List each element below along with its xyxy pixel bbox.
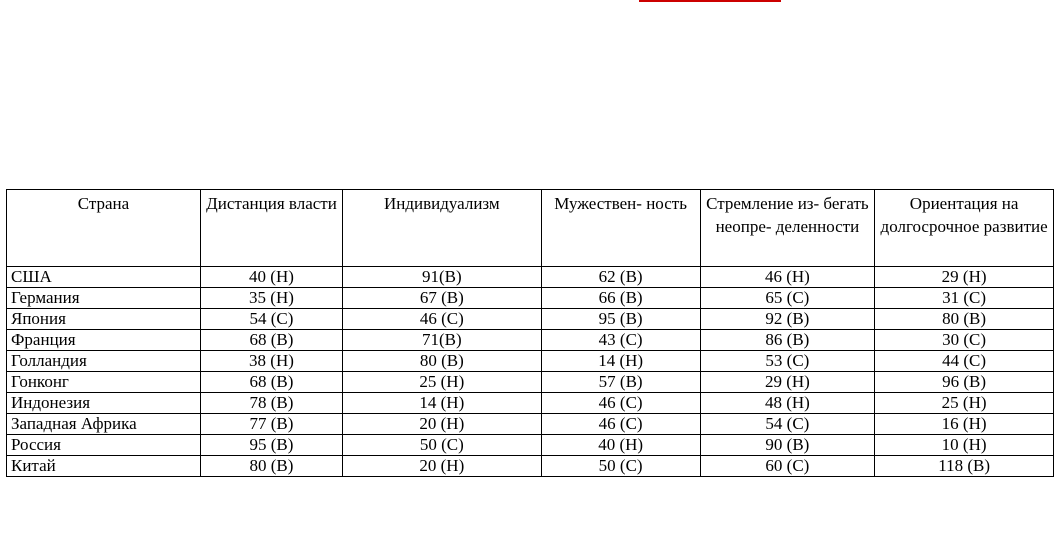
uncertainty-avoidance-cell: 92 (В) <box>700 309 875 330</box>
uncertainty-avoidance-cell: 46 (Н) <box>700 267 875 288</box>
table-row <box>7 330 1054 351</box>
country-cell: Гонконг <box>7 372 201 393</box>
individualism-cell: 25 (Н) <box>342 372 541 393</box>
individualism-cell: 50 (С) <box>342 435 541 456</box>
power-distance-cell: 78 (В) <box>200 393 342 414</box>
table-row <box>7 372 1054 393</box>
masculinity-cell: 14 (Н) <box>541 351 700 372</box>
masculinity-cell: 46 (С) <box>541 393 700 414</box>
masculinity-cell: 57 (В) <box>541 372 700 393</box>
long-term-orientation-cell: 44 (С) <box>875 351 1054 372</box>
individualism-cell: 71(В) <box>342 330 541 351</box>
uncertainty-avoidance-cell: 48 (Н) <box>700 393 875 414</box>
table-row <box>7 309 1054 330</box>
power-distance-cell: 77 (В) <box>200 414 342 435</box>
power-distance-cell: 68 (В) <box>200 330 342 351</box>
country-cell: Россия <box>7 435 201 456</box>
table-row <box>7 393 1054 414</box>
power-distance-cell: 35 (Н) <box>200 288 342 309</box>
individualism-cell: 80 (В) <box>342 351 541 372</box>
power-distance-cell: 38 (Н) <box>200 351 342 372</box>
masculinity-cell: 43 (С) <box>541 330 700 351</box>
header-long-term-orientation: Ориентация на долгосрочное развитие <box>875 190 1054 267</box>
country-cell: США <box>7 267 201 288</box>
header-individualism: Индивидуализм <box>342 190 541 267</box>
uncertainty-avoidance-cell: 29 (Н) <box>700 372 875 393</box>
country-cell: Япония <box>7 309 201 330</box>
masculinity-cell: 46 (С) <box>541 414 700 435</box>
long-term-orientation-cell: 80 (В) <box>875 309 1054 330</box>
power-distance-cell: 80 (В) <box>200 456 342 477</box>
header-uncertainty-avoidance: Стремление из- бегать неопре- деленности <box>700 190 875 267</box>
masculinity-cell: 62 (В) <box>541 267 700 288</box>
country-cell: Франция <box>7 330 201 351</box>
header-country: Страна <box>7 190 201 267</box>
country-cell: Западная Африка <box>7 414 201 435</box>
uncertainty-avoidance-cell: 86 (В) <box>700 330 875 351</box>
individualism-cell: 20 (Н) <box>342 456 541 477</box>
country-cell: Индонезия <box>7 393 201 414</box>
long-term-orientation-cell: 25 (Н) <box>875 393 1054 414</box>
country-cell: Китай <box>7 456 201 477</box>
masculinity-cell: 50 (С) <box>541 456 700 477</box>
long-term-orientation-cell: 16 (Н) <box>875 414 1054 435</box>
masculinity-cell: 66 (В) <box>541 288 700 309</box>
header-masculinity: Мужествен- ность <box>541 190 700 267</box>
uncertainty-avoidance-cell: 65 (С) <box>700 288 875 309</box>
uncertainty-avoidance-cell: 60 (С) <box>700 456 875 477</box>
header-power-distance: Дистанция власти <box>200 190 342 267</box>
power-distance-cell: 40 (Н) <box>200 267 342 288</box>
individualism-cell: 14 (Н) <box>342 393 541 414</box>
individualism-cell: 67 (В) <box>342 288 541 309</box>
power-distance-cell: 68 (В) <box>200 372 342 393</box>
individualism-cell: 91(В) <box>342 267 541 288</box>
table-row <box>7 288 1054 309</box>
long-term-orientation-cell: 31 (С) <box>875 288 1054 309</box>
table-row <box>7 435 1054 456</box>
table-row <box>7 351 1054 372</box>
uncertainty-avoidance-cell: 90 (В) <box>700 435 875 456</box>
table-header-row <box>7 190 1054 267</box>
long-term-orientation-cell: 96 (В) <box>875 372 1054 393</box>
individualism-cell: 20 (Н) <box>342 414 541 435</box>
uncertainty-avoidance-cell: 53 (С) <box>700 351 875 372</box>
power-distance-cell: 54 (С) <box>200 309 342 330</box>
uncertainty-avoidance-cell: 54 (С) <box>700 414 875 435</box>
cultural-dimensions-table <box>6 189 1054 477</box>
long-term-orientation-cell: 10 (Н) <box>875 435 1054 456</box>
long-term-orientation-cell: 30 (С) <box>875 330 1054 351</box>
country-cell: Германия <box>7 288 201 309</box>
masculinity-cell: 95 (В) <box>541 309 700 330</box>
power-distance-cell: 95 (В) <box>200 435 342 456</box>
long-term-orientation-cell: 29 (Н) <box>875 267 1054 288</box>
table-row <box>7 267 1054 288</box>
table-row <box>7 414 1054 435</box>
masculinity-cell: 40 (Н) <box>541 435 700 456</box>
long-term-orientation-cell: 118 (В) <box>875 456 1054 477</box>
country-cell: Голландия <box>7 351 201 372</box>
red-divider-line <box>639 0 781 2</box>
table-row <box>7 456 1054 477</box>
individualism-cell: 46 (С) <box>342 309 541 330</box>
